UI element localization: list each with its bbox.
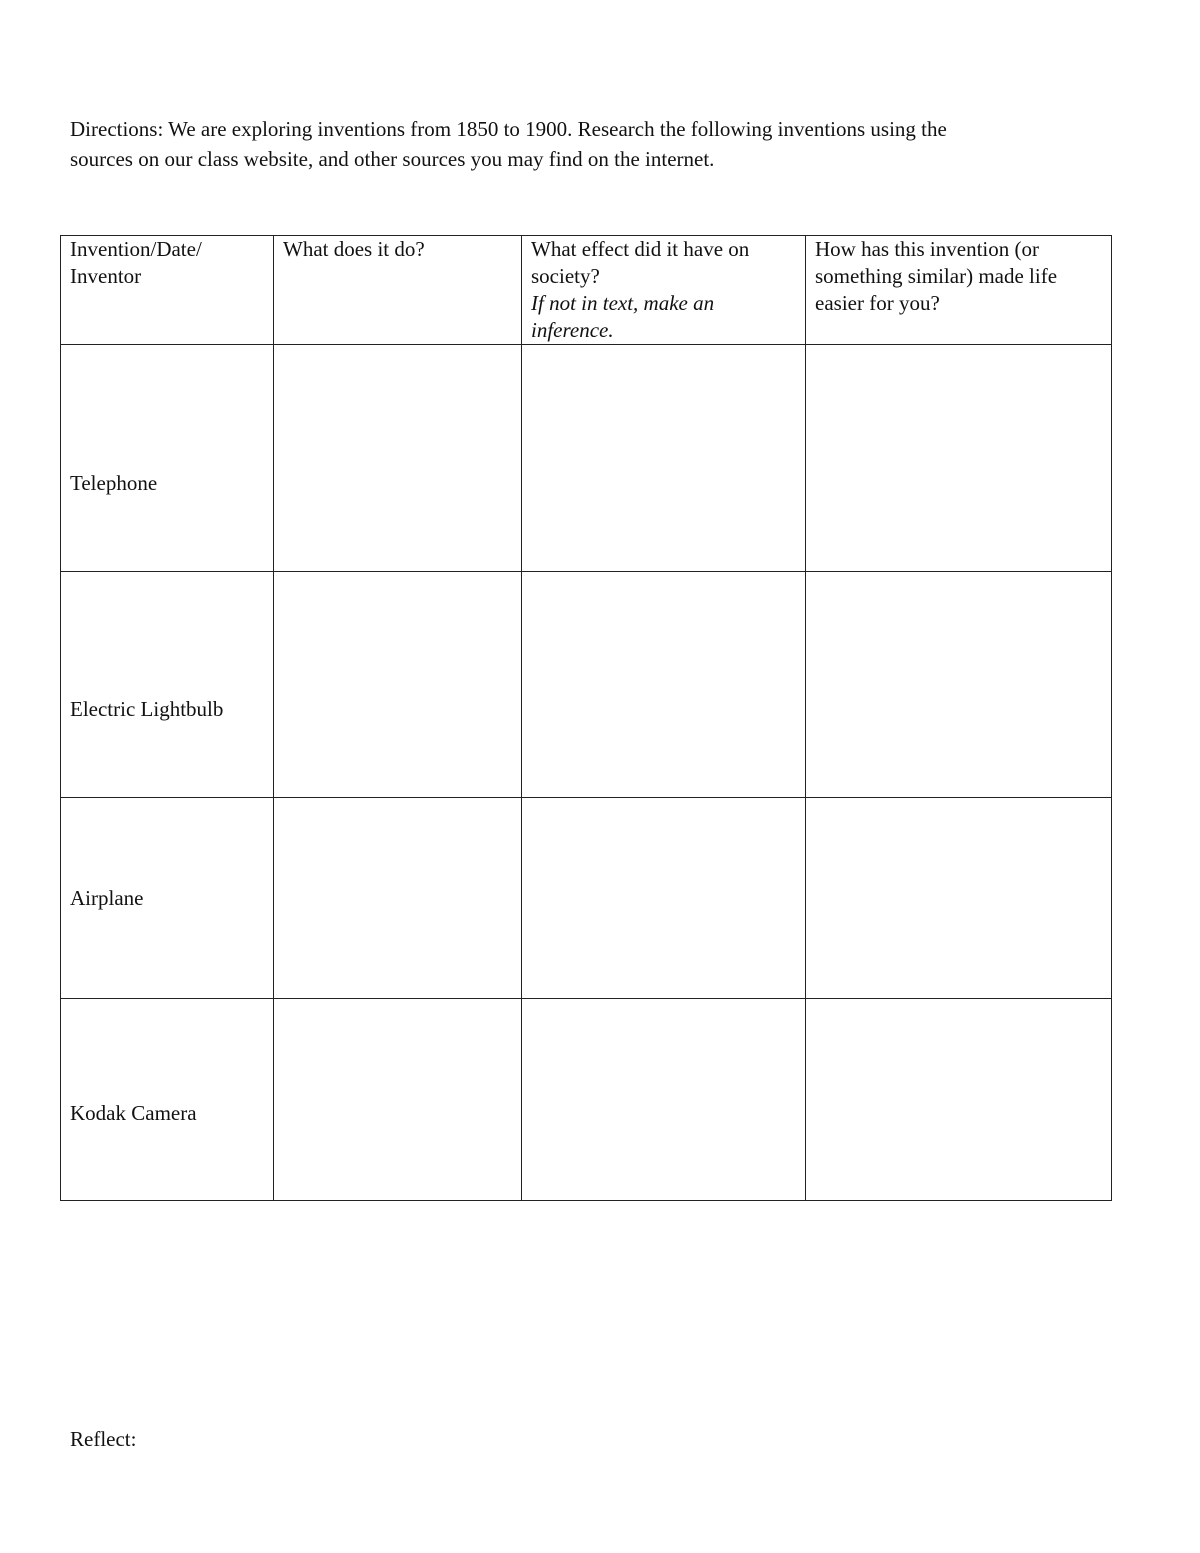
table-header-row <box>61 236 1112 345</box>
reflect-label: Reflect: <box>70 1427 137 1451</box>
directions-line-2: sources on our class website, and other sources you may find on the internet. <box>70 147 715 171</box>
table-row <box>61 798 1112 999</box>
invention-label: Telephone <box>70 470 158 495</box>
header-col3-line2: society? <box>531 264 600 288</box>
header-invention-date-inventor <box>61 236 274 345</box>
invention-cell <box>61 999 274 1201</box>
what-it-does-cell[interactable] <box>274 999 522 1201</box>
invention-label: Electric Lightbulb <box>70 697 224 721</box>
header-col1-line2: Inventor <box>70 264 142 288</box>
life-easier-cell[interactable] <box>806 345 1112 572</box>
table-row <box>61 999 1112 1201</box>
invention-label: Airplane <box>70 885 144 910</box>
what-it-does-cell[interactable] <box>274 345 522 572</box>
header-made-life-easier <box>806 236 1112 345</box>
invention-cell <box>61 572 274 798</box>
what-it-does-cell[interactable] <box>274 572 522 798</box>
invention-cell <box>61 798 274 999</box>
header-col2: What does it do? <box>283 237 425 261</box>
header-col4-line2: something similar) made life <box>815 264 1058 288</box>
what-it-does-cell[interactable] <box>274 798 522 999</box>
effect-cell[interactable] <box>522 999 806 1201</box>
header-col3-italic2: inference. <box>531 318 614 342</box>
header-what-does-it-do <box>274 236 522 345</box>
effect-cell[interactable] <box>522 345 806 572</box>
life-easier-cell[interactable] <box>806 572 1112 798</box>
header-col3-italic1: If not in text, make an <box>531 291 715 315</box>
effect-cell[interactable] <box>522 798 806 999</box>
table-row <box>61 572 1112 798</box>
life-easier-cell[interactable] <box>806 798 1112 999</box>
directions-text <box>70 114 1110 174</box>
invention-label: Kodak Camera <box>70 1101 197 1125</box>
header-col4-line1: How has this invention (or <box>815 237 1039 261</box>
table-row <box>61 345 1112 572</box>
invention-cell <box>61 345 274 572</box>
directions-line-1: Directions: We are exploring inventions from 1850 to 1900. Research the following inventions using the <box>70 117 947 141</box>
effect-cell[interactable] <box>522 572 806 798</box>
header-col3-line1: What effect did it have on <box>531 237 750 261</box>
life-easier-cell[interactable] <box>806 999 1112 1201</box>
header-col1-line1: Invention/Date/ <box>70 237 202 261</box>
header-col4-line3: easier for you? <box>815 291 940 315</box>
inventions-table <box>60 235 1112 1201</box>
header-effect-on-society <box>522 236 806 345</box>
